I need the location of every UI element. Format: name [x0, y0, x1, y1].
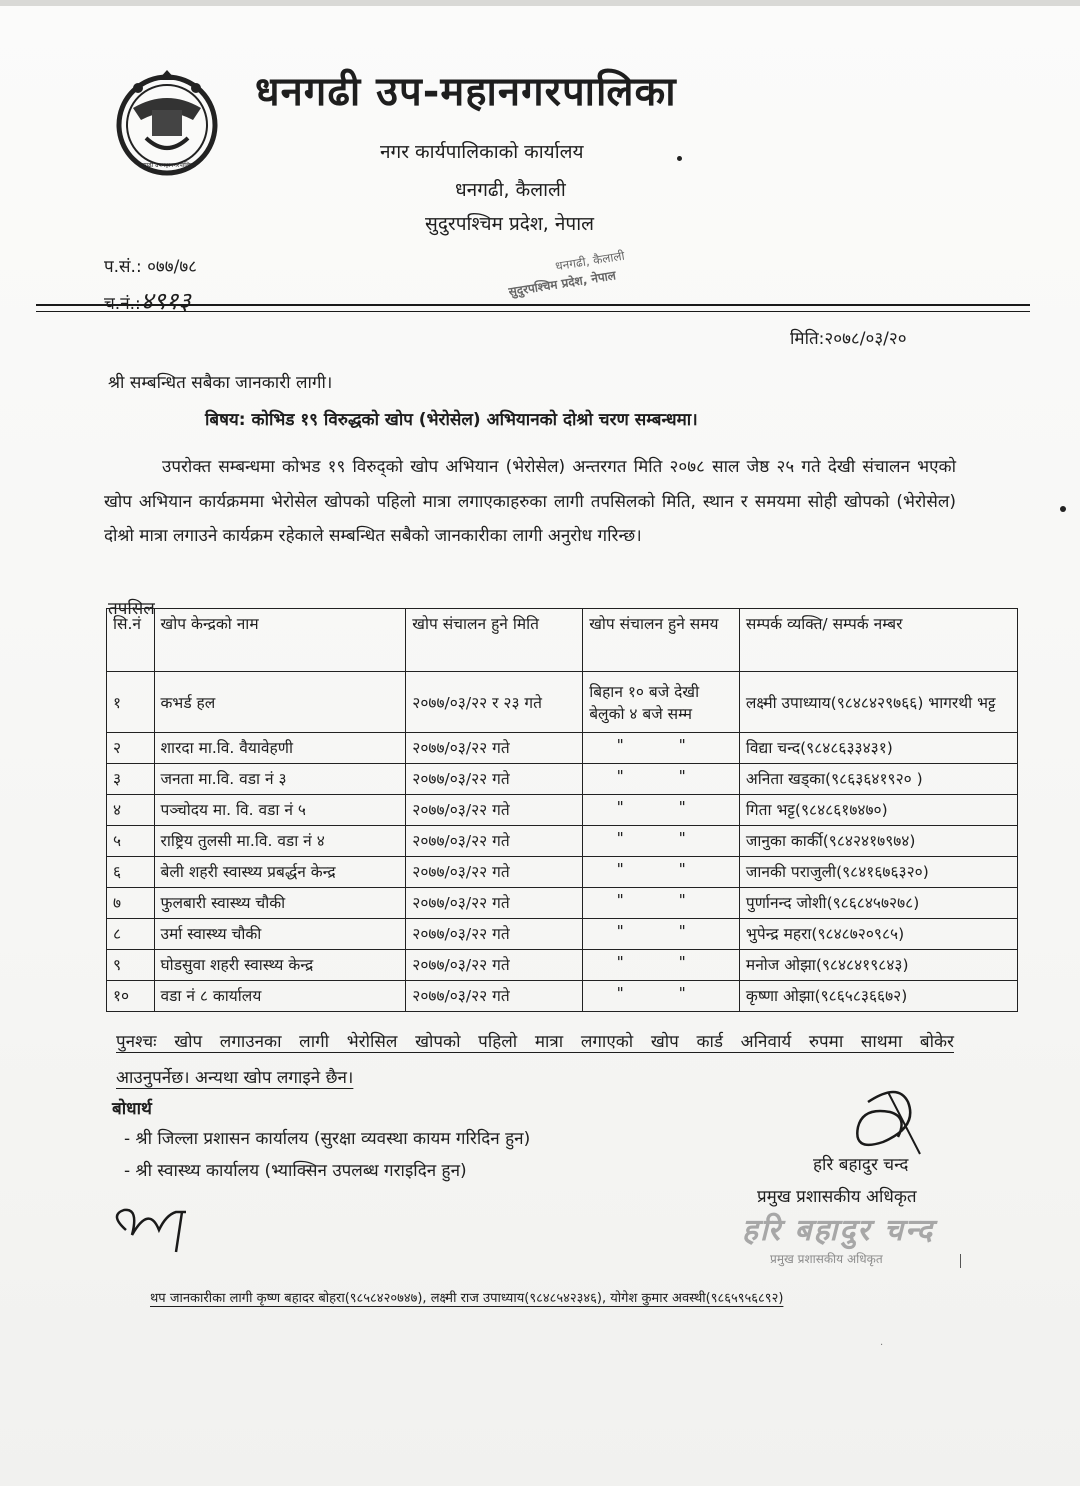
cell-date: २०७७/०३/२२ गते	[406, 795, 583, 826]
signatory-title: प्रमुख प्रशासकीय अधिकृत	[757, 1187, 917, 1207]
title-stamp: प्रमुख प्रशासकीय अधिकृत	[770, 1252, 883, 1266]
ditto-mark: "	[678, 798, 686, 816]
pa-label: प.सं.:	[104, 257, 142, 277]
letter-body: उपरोक्त सम्बन्धमा कोभड १९ विरुद्को खोप अभियान (भेरोसेल) अन्तरगत मिति २०७८ साल जेष्ठ २५ गते देखी संचालन भएको खोप अभियान कार्यक्रममा भेरोसेल खोपको पहिलो मात्रा लगाएकाहरुका लागी तपसिलको मिति, स्थान र समयमा सोही खोपको (भेरोसेल) दोश्रो मात्रा लगाउने कार्यक्रम रहेकाले सम्बन्धित सबैको जानकारीका लागी अनुरोध गरिन्छ।	[104, 457, 956, 546]
ditto-mark: "	[616, 829, 624, 847]
cc-item: - श्री जिल्ला प्रशासन कार्यालय (सुरक्षा व्यवस्था कायम गरिदिन हुन)	[124, 1129, 531, 1149]
initials-icon	[104, 1200, 214, 1260]
pa-value: ०७७/७८	[147, 257, 198, 277]
table-row	[107, 888, 1018, 919]
vaccination-schedule-table	[106, 608, 1018, 1012]
ditto-mark: "	[616, 736, 624, 754]
table-row	[107, 764, 1018, 795]
cell-date: २०७७/०३/२२ गते	[406, 888, 583, 919]
cell-center: पञ्चोदय मा. वि. वडा नं ५	[154, 795, 406, 826]
ditto-mark: "	[616, 860, 624, 878]
ditto-mark: "	[616, 891, 624, 909]
cell-time-ditto	[583, 950, 740, 981]
cell-contact: कृष्णा ओझा(९८६५८३६६७२)	[739, 981, 1017, 1012]
table-row	[107, 919, 1018, 950]
municipality-emblem-icon	[108, 68, 226, 178]
cell-time: बिहान १० बजे देखी बेलुको ४ बजे सम्म	[583, 672, 740, 733]
table-row	[107, 672, 1018, 733]
cell-date: २०७७/०३/२२ गते	[406, 857, 583, 888]
cell-sn: १०	[107, 981, 155, 1012]
header-date: खोप संचालन हुने मिति	[406, 609, 583, 672]
cell-center: घोडसुवा शहरी स्वास्थ्य केन्द्र	[154, 950, 406, 981]
ink-tick	[960, 1254, 961, 1268]
cell-contact: मनोज ओझा(९८४८४१९८४३)	[739, 950, 1017, 981]
signatory-name: हरि बहादुर चन्द	[813, 1155, 909, 1175]
ditto-mark: "	[678, 736, 686, 754]
cell-sn: २	[107, 733, 155, 764]
footer-contacts: थप जानकारीका लागी कृष्ण बहादर बोहरा(९८५८४२०७४७), लक्ष्मी राज उपाध्याय(९८४८५४२३४६), योगेश कुमार अवस्थी(९८६५९५६८९२)	[150, 1291, 784, 1306]
cell-contact: पुर्णानन्द जोशी(९८६८४५७२७८)	[739, 888, 1017, 919]
cell-sn: ५	[107, 826, 155, 857]
postscript-line1: पुनश्चः खोप लगाउनका लागी भेरोसिल खोपको पहिलो मात्रा लगाएको खोप कार्ड अनिवार्य रुपमा साथमा बोकेर	[116, 1032, 954, 1052]
cell-center: फुलबारी स्वास्थ्य चौकी	[154, 888, 406, 919]
letter-addressee: श्री सम्बन्धित सबैका जानकारी लागी।	[108, 373, 333, 393]
ditto-mark: "	[616, 922, 624, 940]
ditto-mark: "	[678, 984, 686, 1002]
office-city: धनगढी, कैलाली	[455, 179, 566, 201]
table-row	[107, 733, 1018, 764]
ditto-mark: "	[616, 953, 624, 971]
table-row	[107, 950, 1018, 981]
cell-date: २०७७/०३/२२ गते	[406, 764, 583, 795]
cell-time-ditto	[583, 857, 740, 888]
postscript-line2: आउनुपर्नेछ। अन्यथा खोप लगाइने छैन।	[116, 1068, 354, 1088]
cell-sn: ४	[107, 795, 155, 826]
cell-time-ditto	[583, 733, 740, 764]
cc-item: - श्री स्वास्थ्य कार्यालय (भ्याक्सिन उपलब्ध गराइदिन हुन)	[124, 1161, 467, 1181]
cell-contact: जानकी पराजुली(९८४१६७६३२०)	[739, 857, 1017, 888]
ditto-mark: "	[616, 984, 624, 1002]
header-contact: सम्पर्क व्यक्ति/ सम्पर्क नम्बर	[739, 609, 1017, 672]
emblem-text: धनगढी उपमहानगरपालिका	[137, 162, 197, 169]
cell-center: बेली शहरी स्वास्थ्य प्रबर्द्धन केन्द्र	[154, 857, 406, 888]
cell-time-ditto	[583, 981, 740, 1012]
cell-center: जनता मा.वि. वडा नं ३	[154, 764, 406, 795]
name-stamp: हरि बहादुर चन्द	[742, 1213, 935, 1248]
cell-time-ditto	[583, 919, 740, 950]
cell-sn: ८	[107, 919, 155, 950]
cell-date: २०७७/०३/२२ गते	[406, 981, 583, 1012]
cell-time-ditto	[583, 826, 740, 857]
header-rule	[36, 304, 1030, 306]
page-top-edge	[0, 0, 1080, 6]
cell-time-ditto	[583, 764, 740, 795]
office-province: सुदुरपश्चिम प्रदेश, नेपाल	[425, 213, 594, 235]
ink-dot-right	[1060, 506, 1066, 512]
ditto-mark: "	[616, 767, 624, 785]
office-name: नगर कार्यपालिकाको कार्यालय	[380, 141, 584, 163]
header-time: खोप संचालन हुने समय	[583, 609, 740, 672]
schedule-label: तपसिल	[108, 599, 155, 619]
ditto-mark: "	[616, 798, 624, 816]
ink-dot	[677, 156, 682, 161]
cell-sn: ९	[107, 950, 155, 981]
letter-subject: बिषय: कोभिड १९ विरुद्धको खोप (भेरोसेल) अभियानको दोश्रो चरण सम्बन्धमा।	[205, 410, 698, 430]
header-sn: सि.नं	[107, 609, 155, 672]
cell-contact: लक्ष्मी उपाध्याय(९८४८४२९७६६) भागरथी भट्ट	[739, 672, 1017, 733]
ditto-mark: "	[678, 767, 686, 785]
cell-center: कभर्ड हल	[154, 672, 406, 733]
cell-contact: भुपेन्द्र महरा(९८४८७२०९८५)	[739, 919, 1017, 950]
header-rule-thin	[36, 311, 1030, 312]
header-center: खोप केन्द्रको नाम	[154, 609, 406, 672]
cell-center: शारदा मा.वि. वैयावेहणी	[154, 733, 406, 764]
cell-sn: ३	[107, 764, 155, 795]
stamp-line1: धनगढी, कैलाली	[554, 248, 626, 274]
cell-sn: १	[107, 672, 155, 733]
cell-contact: विद्या चन्द(९८४८६३३४३१)	[739, 733, 1017, 764]
cell-center: उर्मा स्वास्थ्य चौकी	[154, 919, 406, 950]
municipality-title: धनगढी उप-महानगरपालिका	[255, 69, 677, 115]
cha-label: च.नं.:	[104, 294, 141, 314]
cha-value-handwritten: ४९१३	[140, 287, 191, 315]
ditto-mark: "	[678, 953, 686, 971]
cell-contact: अनिता खड्का(९८६३६४१९२० )	[739, 764, 1017, 795]
cell-date: २०७७/०३/२२ गते	[406, 950, 583, 981]
signature-icon	[828, 1082, 938, 1162]
cell-contact: गिता भट्ट(९८४८६१७४७०)	[739, 795, 1017, 826]
cc-label: बोधार्थ	[112, 1099, 152, 1119]
cell-time-ditto	[583, 888, 740, 919]
ditto-mark: "	[678, 829, 686, 847]
ditto-mark: "	[678, 891, 686, 909]
letter-date: मिति:२०७८/०३/२०	[790, 329, 907, 349]
cell-date: २०७७/०३/२२ गते	[406, 919, 583, 950]
reference-pa	[104, 254, 197, 277]
cell-time-ditto	[583, 795, 740, 826]
cell-sn: ६	[107, 857, 155, 888]
scan-mark: ·	[880, 1340, 884, 1351]
table-header-row	[107, 609, 1018, 672]
table-row	[107, 857, 1018, 888]
cell-contact: जानुका कार्की(९८४२४१७९७४)	[739, 826, 1017, 857]
table-row	[107, 826, 1018, 857]
reference-cha	[104, 284, 191, 317]
table-row	[107, 795, 1018, 826]
table-row	[107, 981, 1018, 1012]
cell-center: वडा नं ८ कार्यालय	[154, 981, 406, 1012]
cell-date: २०७७/०३/२२ र २३ गते	[406, 672, 583, 733]
stamp-line2: सुदुरपश्चिम प्रदेश, नेपाल	[507, 268, 617, 299]
cell-date: २०७७/०३/२२ गते	[406, 826, 583, 857]
ditto-mark: "	[678, 860, 686, 878]
cell-sn: ७	[107, 888, 155, 919]
cell-center: राष्ट्रिय तुलसी मा.वि. वडा नं ४	[154, 826, 406, 857]
ditto-mark: "	[678, 922, 686, 940]
cell-date: २०७७/०३/२२ गते	[406, 733, 583, 764]
